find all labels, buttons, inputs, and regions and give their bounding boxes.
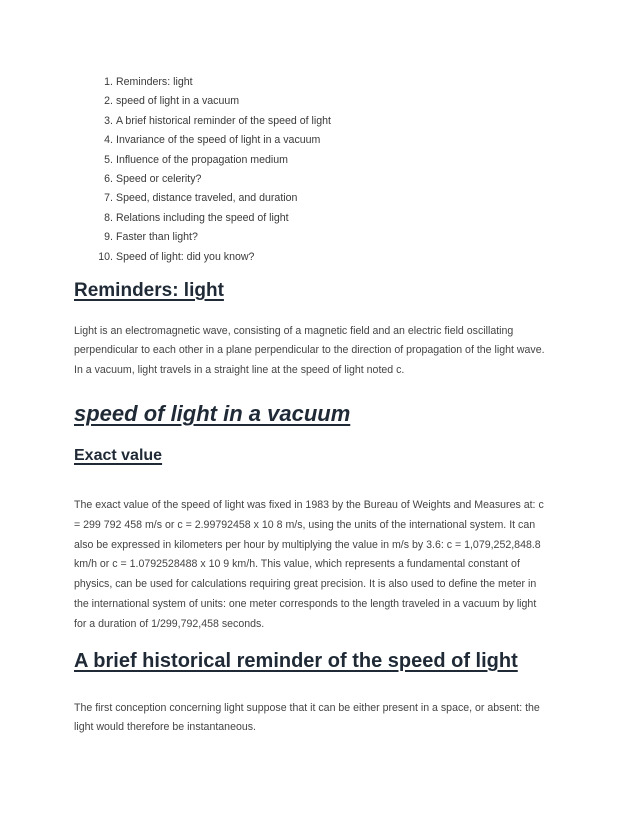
paragraph-line: = 299 792 458 m/s or c = 2.99792458 x 10 8 m/s, using the units of the international system. It can [74, 518, 536, 531]
toc-item[interactable] [82, 209, 331, 228]
paragraph-line: The first conception concerning light suppose that it can be either present in a space, or absent: the [74, 702, 540, 714]
paragraph-line: km/h or c = 1.0792528488 x 10 9 km/h. This value, which represents a fundamental constant of [74, 558, 520, 571]
toc-item-number: 2. [104, 95, 113, 108]
paragraph-line: the international system of units: one meter corresponds to the length traveled in a vacuum by light [74, 597, 537, 610]
paragraph-line: for a duration of 1/299,792,458 seconds. [74, 617, 265, 630]
subheading-exact-value: Exact value [74, 447, 163, 464]
toc-item[interactable] [82, 92, 331, 111]
toc-item-label: Influence of the propagation medium [116, 153, 288, 166]
toc-item-number: 5. [104, 153, 113, 166]
toc-item-number: 4. [104, 134, 113, 147]
table-of-contents [82, 73, 331, 267]
toc-item[interactable] [82, 112, 331, 131]
toc-item-label: Reminders: light [116, 76, 193, 88]
paragraph-exact-value [74, 496, 574, 635]
paragraph-line: perpendicular to each other in a plane perpendicular to the direction of propagation of the light wave. [74, 344, 545, 357]
paragraph-history [74, 699, 574, 738]
paragraph-line: The exact value of the speed of light was fixed in 1983 by the Bureau of Weights and Measures at: c [74, 499, 544, 511]
toc-item[interactable] [82, 228, 331, 247]
section-heading-history: A brief historical reminder of the speed of light [74, 650, 518, 672]
section-heading-speed-vacuum: speed of light in a vacuum [74, 401, 351, 426]
toc-item-label: Speed, distance traveled, and duration [116, 192, 298, 205]
toc-item[interactable] [82, 151, 331, 170]
toc-item-label: Speed of light: did you know? [116, 250, 255, 263]
toc-item-label: A brief historical reminder of the speed of light [116, 114, 331, 127]
toc-item-number: 8. [104, 211, 113, 224]
toc-item[interactable] [82, 170, 331, 189]
paragraph-reminders [74, 322, 574, 380]
paragraph-line: In a vacuum, light travels in a straight line at the speed of light noted c. [74, 363, 405, 376]
toc-item-label: Faster than light? [116, 231, 198, 244]
paragraph-line: also be expressed in kilometers per hour by multiplying the value in m/s by 3.6: c = 1,079,252,848.8 [74, 538, 541, 551]
toc-item-number: 7. [104, 192, 113, 205]
paragraph-line: physics, can be used for calculations requiring great precision. It is also used to define the meter in [74, 578, 537, 591]
toc-item-number: 3. [104, 114, 113, 127]
toc-item[interactable] [82, 131, 331, 150]
toc-item[interactable] [82, 248, 331, 267]
toc-item-label: Invariance of the speed of light in a vacuum [116, 134, 321, 147]
paragraph-line: Light is an electromagnetic wave, consisting of a magnetic field and an electric field oscillating [74, 325, 514, 337]
toc-item-number: 10. [98, 250, 113, 263]
toc-item-number: 9. [104, 231, 113, 244]
toc-item-label: speed of light in a vacuum [116, 95, 240, 108]
toc-item[interactable] [82, 73, 331, 92]
toc-item-number: 1. [104, 76, 113, 88]
section-heading-reminders: Reminders: light [74, 280, 224, 301]
paragraph-line: light would therefore be instantaneous. [74, 721, 256, 734]
toc-item-label: Speed or celerity? [116, 172, 202, 185]
toc-item-number: 6. [104, 172, 113, 185]
toc-item-label: Relations including the speed of light [116, 211, 289, 224]
toc-item[interactable] [82, 189, 331, 208]
